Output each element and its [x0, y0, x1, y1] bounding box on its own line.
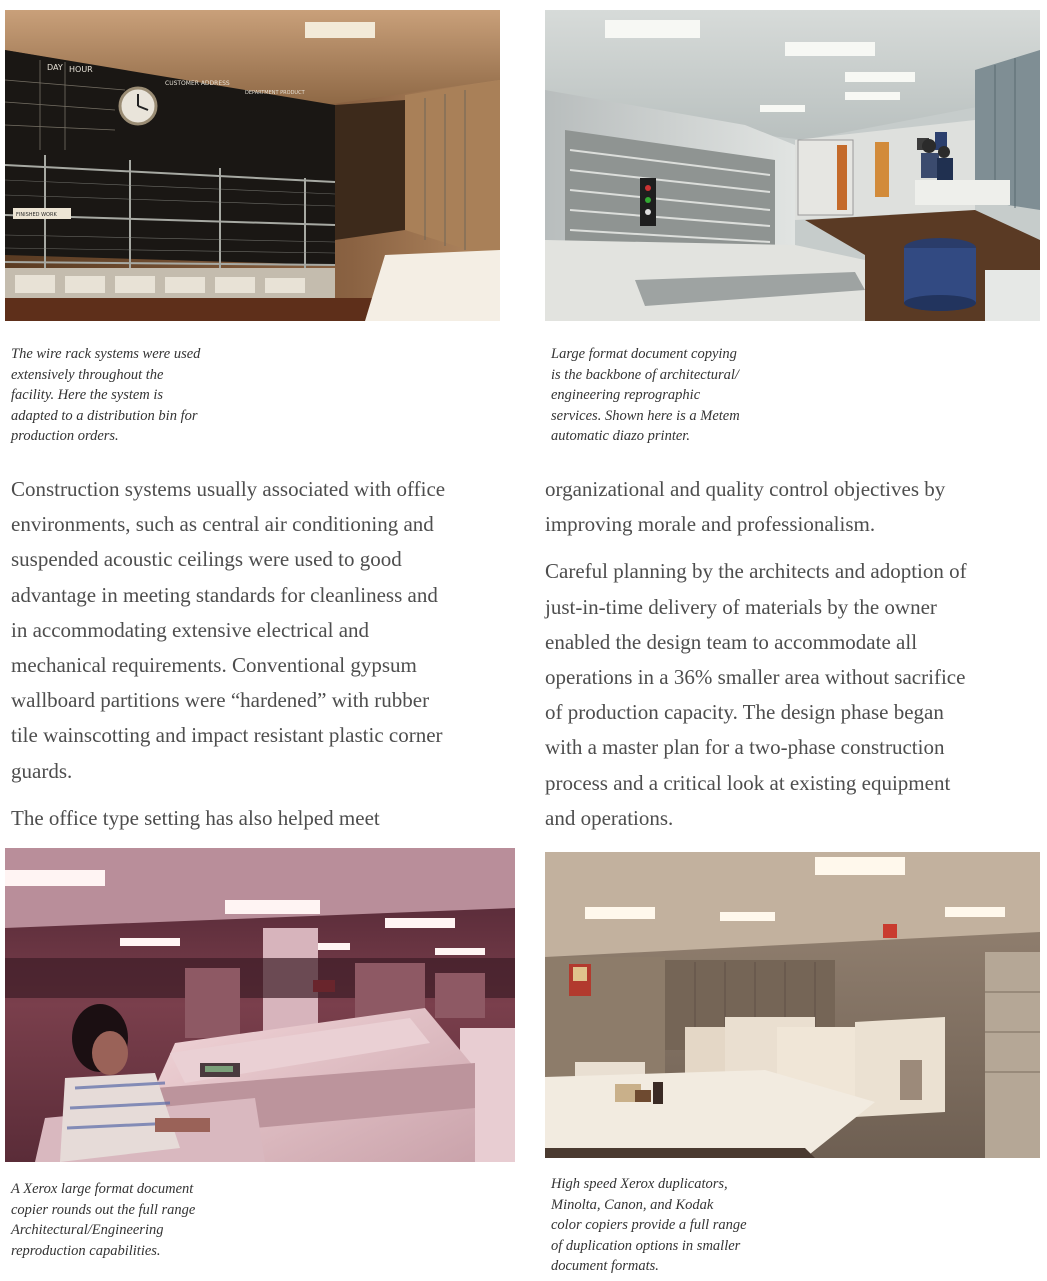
- caption-line: services. Shown here is a Metem: [551, 407, 740, 424]
- body-line: tile wainscotting and impact resistant plastic corner: [11, 723, 443, 748]
- body-line: guards.: [11, 758, 73, 783]
- body-line: Careful planning by the architects and adoption of: [545, 559, 967, 584]
- body-line: wallboard partitions were “hardened” with rubber: [11, 688, 430, 713]
- body-line: enabled the design team to accommodate all: [545, 629, 918, 654]
- body-line: suspended acoustic ceilings were used to good: [11, 547, 402, 572]
- body-left-column: [11, 472, 531, 848]
- caption-line: automatic diazo printer.: [551, 428, 690, 445]
- caption-line: is the backbone of architectural/: [551, 366, 739, 383]
- shelf-label: FINISHED WORK: [16, 212, 57, 218]
- caption-line: engineering reprographic: [551, 387, 701, 404]
- body-line: advantage in meeting standards for cleanliness and: [11, 582, 438, 607]
- body-paragraph: [11, 472, 531, 789]
- caption-line: High speed Xerox duplicators,: [551, 1176, 728, 1192]
- caption-line: reproduction capabilities.: [11, 1242, 161, 1259]
- caption-line: A Xerox large format document: [11, 1181, 194, 1197]
- duplicators-photo: [545, 852, 1040, 1158]
- caption-line: Architectural/Engineering: [11, 1222, 164, 1239]
- body-paragraph: [545, 554, 1045, 836]
- body-line: Construction systems usually associated with office: [11, 477, 446, 501]
- caption-line: copier rounds out the full range: [11, 1201, 196, 1218]
- caption-line: color copiers provide a full range: [551, 1217, 747, 1234]
- body-line: and operations.: [545, 805, 674, 830]
- board-customer-label: CUSTOMER ADDRESS: [165, 80, 230, 87]
- caption-line: adapted to a distribution bin for: [11, 407, 198, 424]
- body-line: improving morale and professionalism.: [545, 512, 876, 537]
- caption-line: production orders.: [11, 428, 119, 445]
- wire-rack-caption: [11, 344, 311, 447]
- caption-line: facility. Here the system is: [11, 387, 164, 404]
- body-line: process and a critical look at existing equipment: [545, 770, 951, 795]
- board-hour-label: HOUR: [69, 65, 93, 74]
- caption-line: The wire rack systems were used: [11, 346, 201, 362]
- board-dept-label: DEPARTMENT PRODUCT: [245, 90, 305, 96]
- body-right-column: [545, 472, 1045, 848]
- caption-line: document formats.: [551, 1258, 659, 1275]
- wire-rack-photo: [5, 10, 500, 321]
- caption-line: extensively throughout the: [11, 366, 164, 383]
- xerox-copier-photo: [5, 848, 515, 1162]
- caption-line: of duplication options in smaller: [551, 1237, 741, 1254]
- body-line: environments, such as central air conditioning and: [11, 512, 434, 537]
- body-line: of production capacity. The design phase began: [545, 700, 944, 725]
- board-day-label: DAY: [47, 63, 63, 72]
- body-line: The office type setting has also helped meet: [11, 805, 380, 830]
- diazo-printer-photo: [545, 10, 1040, 321]
- body-paragraph: [11, 801, 531, 836]
- body-line: just-in-time delivery of materials by the owner: [545, 594, 937, 619]
- body-line: with a master plan for a two-phase construction: [545, 735, 945, 760]
- body-line: mechanical requirements. Conventional gypsum: [11, 653, 417, 678]
- caption-line: Minolta, Canon, and Kodak: [551, 1196, 714, 1213]
- caption-line: Large format document copying: [551, 346, 737, 362]
- diazo-caption: [551, 344, 851, 447]
- body-line: operations in a 36% smaller area without sacrifice: [545, 665, 966, 690]
- xerox-copier-caption: [11, 1179, 311, 1261]
- duplicators-caption: [551, 1174, 851, 1277]
- body-paragraph: [545, 472, 1045, 542]
- body-line: organizational and quality control objectives by: [545, 477, 946, 501]
- body-line: in accommodating extensive electrical and: [11, 617, 370, 642]
